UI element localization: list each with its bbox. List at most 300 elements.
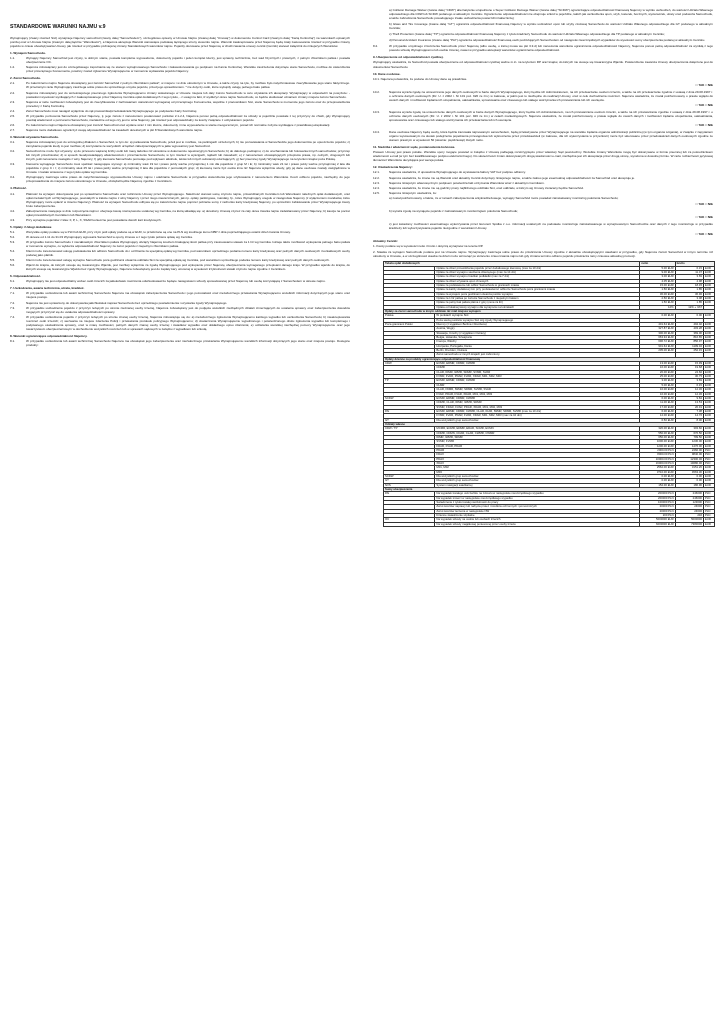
fee-currency: EUR: [704, 292, 715, 296]
fee-currency: EUR: [704, 275, 715, 279]
clause-text: Samochód nie może być używany: a) do przewozu większej liczby osób lub masy ładunku niż określone w dokumencie rejestracyjnym Samochodu; b) do dalszego podnajmu; c) do uruchamiania lub holowania innych samochodów, przyczep lub innych przedmiotów; d) w sposób nieodpowiadający właściwościom i przeznaczeniu Samochodu, w tym również w wyścigach, rajdach lub zawodach; e) z naruszeniem obowiązujących przepisów prawa, np. celnych, drogowych lub innych, jeśli naruszenie nastąpiło z winy Najemcy; f) gdy kierowca Samochodu pozostaje pod wpływem alkoholu, leków lub innych substancji odurzających; g) bez pisemnej zgody Wynajmującego na terytorium krajów poza Polską.: [26, 149, 350, 162]
fee-currency: EUR: [704, 370, 715, 374]
clause-number: 4.2.: [10, 208, 16, 213]
fee-net: 5.00 EUR: [640, 383, 675, 387]
fee-gross: 3151.26: [675, 466, 703, 470]
clause-number: 6.1.: [10, 279, 16, 284]
fee-group-label: Udziały własne: [384, 422, 715, 426]
clause: [373, 191, 713, 195]
clause: [10, 263, 350, 271]
fee-net: 200000 PLN: [640, 496, 675, 500]
section-heading: 8. Warunki ograniczające odpowiedzialność Najemcy.: [10, 333, 88, 338]
fee-label: Opłata za podstawienie lub odbiór Samochodu w granicach miasta: [435, 283, 640, 287]
fee-category: PAI: [384, 492, 435, 496]
fee-label: W punktach wynajmu Sixt: [435, 314, 640, 318]
fee-category: CDW: [384, 362, 435, 366]
fee-gross: 403.28: [675, 327, 703, 331]
fee-currency: EUR: [704, 392, 715, 396]
fee-gross: 252.15: [675, 349, 703, 353]
clause-text: Wjazd do krajów, do których stosuje się Gwarancyjne Wjazdu, jest możliwy wyłącznie za zgodą Wynajmującego pod wykupieniu przez Najemcę ubezpieczenia wymaganego przepisami danego kraju. W przypadku wjazdu do krajów, do których stosuje się Gwarancyjne Wjazdu bez zgody Wynajmującego, Najemca zobowiązany jest do zapłaty kary umownej w wysokości trzykrotności stawki czynszu najmu zgodnie z Cennikiem.: [26, 263, 350, 272]
fee-currency: EUR: [704, 344, 715, 348]
clause-text: Dane osobowe Najemcy będą osoby, która będzie kierowała najmowanym samochodem, będą przekazywane przez Wynajmującego na wszelkie żądania organów administracji publicznej (w tym organów ścigania), w związku z zapytaniem organu wystosowanym na skutek podejrzenia popełnienia przestępstwa lub wykroczenia przez przedstawicieli (w zakresie, dla ich wykorzystania w przyszłości) może być skierowane przez przedstawicieli danych osobowych zgodnie ze stanem prawnym w wysokości 50 (słownie: pięćdziesiąt) złotych netto.: [389, 130, 713, 143]
product-description: b) Glass and Tire Coverage (zwane dalej "GT") ogranicza odpowiedzialność finansową Najemcy w wyniku uszkodzeń opon lub szyby czołowej Samochodu do wartości Udziału Własnego odpowiedniego dla GT podanego w aktualnym Cenniku;: [389, 22, 713, 31]
clause-number: 12.3.: [373, 180, 380, 185]
section-8-products: [373, 8, 713, 42]
clause: [10, 175, 350, 183]
fee-label: MCMR, ECMR, EDMR, EDAR, SCMR, ECMN: [435, 427, 640, 431]
fee-currency: EUR: [704, 414, 715, 418]
fee-net: 100000 PLN: [640, 501, 675, 505]
fee-category: GT: [384, 479, 435, 483]
fee-currency: EUR: [704, 522, 715, 526]
right-sections: [373, 55, 713, 80]
fee-currency: EUR: [704, 270, 715, 274]
fee-net: 327.87 EUR: [640, 327, 675, 331]
fee-net: 1000.00 EUR: [640, 440, 675, 444]
clause-text: W przypadku uszkodzenia pojazdu z przyczyn leżących po stronie nieznanej osoby trzeciej, Najemca zobowiązany jest do podjęcia wszelkich niezbędnych działań zmierzających do ustalenia sprawcy oraz zabezpieczenia dowodów mogących przyczynić się do ustalenia odpowiedzialności sprawcy.: [26, 305, 350, 314]
fee-gross: 24600: [675, 505, 703, 509]
fee-currency: EUR: [704, 366, 715, 370]
fee-label: ECMR, EDMR, CDMR, CWMR: [435, 379, 640, 383]
intro-paragraph: Wynajmujący (zwany również Sixt) wynajmuje Najemcy samochód (zwany dalej "Samochodem"), szczegółowo opisany w Umowie Najmu (zwanej dalej "Umową") w dokumencie Control Card (zwanym dalej "Kartą Kontrolną") na warunkach opisanych poniżej oraz w Umowie Najmu (zwanym dalej łącznie "Warunkami"), a Najemca akceptuje Warunki stanowiące podstawę łączącego strony stosunku najmu. Warunki zaakceptowane przez Najemcę będą miały zastosowanie również w przypadku zmiany pojazdu w czasie obowiązywania Umowy, jak również w przypadku późniejszej zmiany Standardowych warunków najmu. Pojazdy oferowane przez Najemcę w chwili zawarcia umowy cennik (Cennik) stanowi załącznik do niniejszych Warunków.: [10, 36, 350, 49]
fee-gross: 494.02: [675, 323, 703, 327]
fee-net: 2.50 EUR: [640, 296, 675, 300]
subclause-text: c) jest świadomy możliwości ewentualnego wykorzystania przez Eurorent Spółka z o.o. informacji ustalonych na podstawie monitoringu zainstalowanego w wynajmowanym Samochodzie oraz danych z tego monitoringu w przypadku kradzieży lub wykorzystywania pojazdu niezgodnie z warunkami Umowy.: [389, 221, 713, 230]
clause-number: 7.3.: [10, 305, 16, 310]
fee-label: Dla wszystkich grup samochodów: [435, 479, 640, 483]
fees-header-label: Tabela opłat dodatkowych: [384, 262, 640, 266]
fee-label: ECMR, EDMR, CDMR, CWMR: [435, 396, 640, 400]
fee-currency: PLN: [704, 492, 715, 496]
fee-net: 663.94 EUR: [640, 336, 675, 340]
section-heading: 3. Warunki używania Samochodu.: [10, 134, 59, 139]
clause-text: Klient może zarezerwować usługę wynajmu Samochodu poza godzinami otwarcia oddziału Sixt za specjalną opłatą wg Cennika, pod warunkiem uprzedniego podania numeru karty kredytowej oraz pełnych danych osobowych.: [26, 258, 330, 263]
fee-gross: 1476.00: [675, 444, 703, 448]
clause-number: 7.2.: [10, 300, 16, 305]
fee-label: Austria, Węgry: [435, 327, 640, 331]
fee-gross: 7.38: [675, 409, 703, 413]
clause: [10, 56, 350, 64]
fee-gross: 1230.00: [675, 440, 703, 444]
fee-gross: 24.60: [675, 370, 703, 374]
product-description: d) Personal Accident Insurance (zwane dalej "PAI") ogranicza odpowiedzialność finansową osób podróżujących Samochodem od następstw nieszczęśliwych wypadków do wysokości sumy ubezpieczenia podanej w aktualnym Cenniku.: [389, 38, 706, 43]
fee-label: System nawigacji satelitarnej: [435, 483, 640, 487]
fee-net: 200 PLN: [640, 514, 675, 518]
clause: [10, 149, 350, 161]
clause-number: 2.4.: [10, 108, 16, 113]
fee-currency: PLN: [704, 496, 715, 500]
price-list-note-1: 1. Kwoty podane są w wysokości netto i brutto i dotyczą wynajmów na terenie RP.: [373, 244, 484, 249]
fee-net: 152.00 EUR: [640, 483, 675, 487]
fee-net: 0.00 EUR: [640, 479, 675, 483]
fee-category: Polska: [384, 314, 435, 318]
fee-gross: 393.60: [675, 427, 703, 431]
fee-net: 11.00 EUR: [640, 401, 675, 405]
fee-gross: 19.68: [675, 366, 703, 370]
fee-currency: PLN: [704, 448, 715, 452]
clause-number: 2.1.: [10, 81, 16, 86]
fee-net: 401.64 EUR: [640, 323, 675, 327]
section-10-clauses: [373, 90, 713, 143]
product-description: a) Collision Damage Waiver (zwane dalej "CDW") alternatywnie uzupełnione o Super Collision Damage Waiver (zwane dalej "SCDW") ograniczające odpowiedzialność finansową Najemcy w wyniku uszkodzeń, do wartości Udziału Własnego odpowiedniego dla CDW lub SCDW podanego w aktualnym Cenniku. Ograniczenie odpowiedzialności nie obejmuje szkód w pojeździe, takich jak uszkodzenia opon, szyb, lusterek, bocznych, wycieraczek, utraty oraz podwozia Samochodu, a także zabrudzenia Samochodu powodującego trwałe uszkodzenia powierzchni lakierniczej;: [389, 8, 713, 21]
clause: [10, 240, 350, 248]
fee-currency: EUR: [704, 375, 715, 379]
fee-net: 1.50 EUR: [640, 301, 675, 305]
fee-currency: EUR: [704, 349, 715, 353]
fee-gross: 2460.00: [675, 448, 703, 452]
fee-label: PDAX: [435, 457, 640, 461]
fee-net: 12%: [640, 305, 675, 309]
fee-net: 200000 PLN: [640, 492, 675, 496]
fee-gross: 15.99: [675, 362, 703, 366]
clause-number: 3.1.: [10, 139, 16, 144]
fee-label: Na wypadek śmierci w następstwie nieszczęśliwego wypadku: [435, 496, 640, 500]
clause-number: 2.2.: [10, 90, 16, 95]
fee-gross: 19680.00: [675, 462, 703, 466]
fee-label: Dla wszystkich grup samochodów: [435, 475, 640, 479]
subclause-text: a) został poinformowany o fakcie, że w ramach zabezpieczenia antykradzieżowego, wynajęty Samochód może posiadać zainstalowany monitoring położenia Samochodu;: [389, 195, 619, 200]
fee-label: Poza siecią punktów wynajmu Sixt w/g zgody Wynajmującego: [435, 318, 640, 322]
fee-net: 5000000 EUR: [640, 518, 675, 522]
clause: [10, 100, 350, 108]
fee-gross: 6.15: [675, 266, 703, 270]
fee-net: 8000.00 PLN: [640, 453, 675, 457]
fee-currency: EUR: [704, 327, 715, 331]
fee-category: [384, 522, 435, 526]
fee-label: XDAX: [435, 462, 640, 466]
fee-label: CDMR: [435, 366, 640, 370]
fee-label: Zwrot kosztów naprawy lub nabycia protez i środków ochronnych i pomocniczych: [435, 505, 640, 509]
fee-net: 3710.00 EUR: [640, 470, 675, 474]
clause-text: W przypadku porzucenia Samochodu przez Najemcę, tj. jego zwrotu z naruszeniem postanowień punktów 2.1-2.4, Najemca ponosi pełną odpowiedzialność za szkody w pojeździe powstałe z tej przyczyny do chwili, gdy Wynajmujący powziął wiadomość o porzuceniu Samochodu, niezależnie od tego czy jest to wina Najemcy, jak również jest odpowiedzialny za koszty związane z odzyskaniem pojazdu.: [26, 113, 350, 122]
clause-text: Wynajęty Najemcy Samochód jest czysty, w dobrym stanie, posiada kompletne wyposażenie, dokumenty pojazdu i jeden komplet kluczy, jest sprawny technicznie, bez wad fizycznych i prawnych, z pełnym zbiornikiem paliwa i posiada ubezpieczenie OC.: [26, 56, 350, 65]
fee-currency: EUR: [704, 444, 715, 448]
fee-label: CLMR: [435, 383, 640, 387]
fees-header-net: netto: [640, 262, 675, 266]
fee-currency: EUR: [704, 283, 715, 287]
fee-net: 1200.00 EUR: [640, 444, 675, 448]
section-text: Wynajmujący oświadcza, że Samochód posiada ubezpieczenie od odpowiedzialności cywilnej ważne m.in. na terytorium RP oraz krajów, do których nie stosuje się Gwarancyjna Wjazdu. Potwierdzenie zawarcia Umowy ubezpieczenia dołączone jest do dokumentów Samochodu.: [373, 60, 713, 69]
clause-number: 2.5.: [10, 113, 16, 118]
fee-category: OC: [384, 518, 435, 522]
clause-number: 10.2.: [373, 89, 380, 94]
fee-net: 16.00 EUR: [640, 366, 675, 370]
fee-row: [384, 522, 715, 526]
fee-currency: PLN: [704, 453, 715, 457]
section-heading: 6. Odpowiedzialność.: [10, 274, 41, 279]
fee-currency: EUR: [704, 301, 715, 305]
fees-header-gross: brutto: [675, 262, 714, 266]
fees-table-body: [384, 266, 715, 527]
fee-category: NVS: [384, 483, 435, 487]
clause-text: Najemca niniejszym własnoręcznym podpisem potwierdza fakt otrzymania Warunków wraz z aktualnym Cennikiem.: [389, 180, 545, 185]
fee-label: Słowacja, Czechy (z wyjątkiem Ostravy): [435, 331, 640, 335]
fee-gross: 11.07: [675, 270, 703, 274]
fee-gross: 8.00: [675, 418, 703, 422]
section-heading: 10. Dane osobowe.: [373, 71, 401, 76]
fee-net: 1.50 EUR: [640, 288, 675, 292]
fee-net: 205.00 EUR: [640, 349, 675, 353]
fee-currency: EUR: [704, 396, 715, 400]
fee-net: 650.00 EUR: [640, 435, 675, 439]
fee-net: 300.00 EUR: [640, 331, 675, 335]
fee-label: CLAR, IDMR, IWMR, SDMR, SVMR, SVAR: [435, 370, 640, 374]
fee-category: SCDW: [384, 396, 435, 400]
fee-gross: 816.65: [675, 336, 703, 340]
fee-gross: 856.97: [675, 340, 703, 344]
fee-currency: EUR: [704, 440, 715, 444]
fee-currency: PLN: [704, 509, 715, 513]
fee-gross: 676.50: [675, 431, 703, 435]
clause-number: 2.3.: [10, 99, 16, 104]
fee-currency: EUR: [704, 340, 715, 344]
clause-text: Najemca zobowiązany jest do szczególnej dbałości o Samochód, w tym do: a) parkowania Samochodu, jeżeli jest to możliwe, na parkingach strzeżonych; b) nie pozostawiania w Samochodzie jego dokumentów po opuszczeniu pojazdu; c) zamykania pojazdu kiedy to jest możliwe; d) korzystania ze wszystkich urządzeń zabezpieczających w jakie wyposażony jest Samochód.: [26, 139, 350, 149]
clause: [10, 301, 350, 305]
fee-net: 696.72 EUR: [640, 340, 675, 344]
clause: [10, 109, 350, 113]
consent-checkbox[interactable]: □ TAK □ NIE: [695, 102, 713, 107]
fee-gross: 3.69: [675, 275, 703, 279]
fee-label: Na wypadek trwałego uszczerbku na zdrowiu w następstwie nieszczęśliwego wypadku: [435, 492, 640, 496]
fee-net: 16000.00 PLN: [640, 462, 675, 466]
fee-label: CDMR, CLAR, IDMR, IWMR, SDMR: [435, 401, 640, 405]
fee-gross: 246: [675, 514, 703, 518]
fee-label: Opłata za pełny bak paliwa płatna z góry (cena za litr): [435, 301, 640, 305]
clause-text: W okresie od 1.11 do 31.03 Wynajmujący wyposaża Samochód w opony zimowe a z tego tytułu pobiera opłatę wg Cennika.: [26, 234, 193, 239]
fee-label: Belgia, Holandia, Szwajcaria: [435, 336, 640, 340]
fee-currency: EUR: [704, 483, 715, 487]
fee-label: Zwrot kosztów leczenia w następstwie NW: [435, 509, 640, 513]
fee-currency: PLN: [704, 514, 715, 518]
fee-gross: 7380000: [675, 522, 703, 526]
document-title: STANDARDOWE WARUNKI NAJMU v.9: [10, 24, 106, 30]
fee-gross: 12300.00: [675, 457, 703, 461]
fee-gross: 186.96: [675, 483, 703, 487]
fee-currency: EUR: [704, 331, 715, 335]
fee-currency: EUR: [704, 479, 715, 483]
fee-net: 3.00 EUR: [640, 379, 675, 383]
clause-number: 5.5.: [10, 258, 16, 263]
clause-text: Kierowca wynajętego Samochodu musi spełniać następujące wymogi: a) minimalny wiek 19 lat i prawo jazdy ważne przynajmniej 1 rok dla pojazdów z grup M i E; b) minimalny wiek 21 lat i prawo jazdy ważne przynajmniej 2 lata dla pojazdów z grup C i I; c) minimalny wiek 25 lat i prawo jazdy ważne przynajmniej 3 lata dla pojazdów z pozostałych grup; d) kierowcą może być osoba inna niż Najemca wyłącznie wtedy, gdy jej dane osobowe zostały uwzględnione w Umowie i zostało wniesione z tego tytułu opłata wg Cennika.: [26, 162, 350, 175]
clause-text: Najemca oświadcza, że znane mu są godziny pracy najbliższego oddziału Sixt, oraz oddziału, w którym wg Umowy zwracany będzie Samochód.: [389, 185, 584, 190]
clause-number: 12.2.: [373, 175, 380, 180]
fee-label: Opłata za wynajem poza godzinami otwarcia punktu wynajmu: [435, 292, 640, 296]
fee-net: 550.00 EUR: [640, 431, 675, 435]
clause: [10, 140, 350, 148]
fee-net: 2000.00 PLN: [640, 448, 675, 452]
fee-label: Dla wszystkich grup samochodów: [435, 418, 640, 422]
fee-net: 901.64 EUR: [640, 344, 675, 348]
fee-currency: EUR: [704, 296, 715, 300]
clause: [10, 306, 350, 314]
clause-number: 3.2.: [10, 149, 16, 154]
fee-category: CDW / TP: [384, 427, 435, 431]
fee-currency: EUR: [704, 266, 715, 270]
fee-net: 30.00 EUR: [640, 292, 675, 296]
clause: [373, 176, 713, 180]
fee-currency: EUR: [704, 470, 715, 474]
fee-net: 10.00 EUR: [640, 388, 675, 392]
clause: [373, 90, 713, 102]
clause-number: 5.6.: [10, 263, 16, 268]
fee-gross: 12% + VAT: [675, 305, 703, 309]
section-12-subclauses: [373, 196, 713, 236]
clause-8-2: 8.2. W przypadku umyślnego zniszczenia Samochodu przez Najemcę (albo osobę, o której mowa we pkt 3.3.d) lub naruszenia warunków ograniczenia odpowiedzialności Najemcy, Najemca ponosi pełną odpowiedzialność za wynikłą z tego powodu szkodę Wynajmującemu lub osobie trzeciej, nawet w przypadku akceptacji warunków ograniczenia odpowiedzialności.: [373, 44, 713, 53]
fee-net: 25.00 EUR: [640, 375, 675, 379]
fee-net: 6000000 EUR: [640, 522, 675, 526]
clause-text: W przypadku zwrotu Samochodu z niecałkowitym zbiornikiem paliwa Wynajmujący obciąży Najemcę kosztem brakującej ilości paliwa przy zastosowaniu stawek za 1 litr wg Cennika. Istnieje także możliwość wykupienia pełnego baku paliwa w momencie wynajmu, co wyklucza odpowiedzialność Najemcy za zwrot pojazdu z niepełnym zbiornikiem paliwa.: [26, 239, 350, 249]
fee-currency: EUR: [704, 288, 715, 292]
left-sections: [10, 51, 350, 347]
fee-net: 20000 PLN: [640, 509, 675, 513]
fee-gross: 123000: [675, 501, 703, 505]
section-heading: 9. Ubezpieczenie od odpowiedzialności cywilnej.: [373, 55, 444, 60]
fee-currency: EUR: [704, 466, 715, 470]
fee-net: 15.00 EUR: [640, 283, 675, 287]
section-heading: 1. Wynajem Samochodu.: [10, 51, 46, 56]
fee-group-label: Opłaty za zwrot samochodu w innym oddziale niż miał miejsce wynajem: [384, 309, 715, 313]
clause: [10, 192, 350, 208]
clause-number: 4.3.: [10, 217, 16, 222]
fee-category: PAI: [384, 409, 435, 413]
fee-label: Zwrot samochodu w innych krajach jest zabroniony: [435, 353, 640, 357]
fee-currency: EUR: [704, 279, 715, 283]
fee-net: 0.00 EUR: [640, 314, 675, 318]
clause-number: 12.4.: [373, 185, 380, 190]
fee-currency: EUR: [704, 314, 715, 318]
fee-category: SCDW: [384, 475, 435, 479]
section-text: 10.1. Najemca potwierdza, że podane do Umowy dane są prawdziwe.: [373, 76, 468, 81]
fee-label: Na wypadek szkody na osobie lub osobach trzecich: [435, 518, 640, 522]
clause-number: 1.1.: [10, 56, 16, 61]
consent-checkbox[interactable]: □ TAK □ NIE: [695, 231, 713, 236]
fee-gross: 799.50: [675, 435, 703, 439]
fee-currency: EUR: [704, 431, 715, 435]
fee-label: Opłata za dzień wynajmu fotelika/ podkładki (max za 7 dni): [435, 275, 640, 279]
fee-gross: 246000: [675, 492, 703, 496]
fee-label: FVMR, FVAR, PDAR, FVAR, XDAR, M01, M02, M03: [435, 375, 640, 379]
fee-label: Berlin, Drezden, Ostrava: [435, 349, 640, 353]
section-12-heading: 12. Oświadczenia Najemcy:: [373, 165, 413, 170]
fee-currency: EUR: [704, 427, 715, 431]
clause: [10, 209, 350, 217]
section-12-clauses: [373, 170, 713, 194]
fee-label: SVMR, FDAR, FVAR, PDAR, XDAR, M01, M02, M03: [435, 405, 640, 409]
fee-label: FVAR, PDAR, FVAR, XDAR, M01, M02, M03: [435, 392, 640, 396]
clause-text: Najemca nie jest uprawniony do dokonywania jakichkolwiek napraw Samochodu bez uprzedniego powiadomienia i uzyskania zgody Wynajmującego.: [26, 300, 228, 305]
clause: [10, 249, 350, 257]
clause-number: 7.1.: [10, 291, 16, 296]
clause-number: 3.4.: [10, 175, 16, 180]
consent-checkbox[interactable]: □ TAK □ NIE: [695, 123, 713, 128]
fee-currency: EUR: [704, 401, 715, 405]
fee-net: 9.00 EUR: [640, 270, 675, 274]
left-column: [10, 36, 350, 348]
fee-net: 20.00 EUR: [640, 370, 675, 374]
clause: [10, 315, 350, 331]
fee-label: Na wypadek szkody majątkowej poniesionej przez osoby trzecie: [435, 522, 640, 526]
fee-gross: 0.00: [675, 479, 703, 483]
fee-label: Opłata za dzień używania opon zimowych: [435, 279, 640, 283]
fee-net: 3.00 EUR: [640, 275, 675, 279]
fee-label: M03: [435, 470, 640, 474]
clause: [10, 339, 350, 347]
fee-label: M01, M02: [435, 466, 640, 470]
clause-text: Płatność za wynajem dokonywana jest po sprawdzeniu Samochodu oraz rozliczeniu Umowy przez Wynajmującego. Należność stanowi sumę czynszu najmu, przewidzianych Cennikiem lub Warunkami należnych opłat dodatkowych, oraz opłat niezależnych od Wynajmującego, powstałych w trakcie najmu z winy Najemcy i przez niego nieuiszczonych, jak np. opłaty parkingowe, mandaty, fp., które Wynajmujący uregulu w zastępstwie Najemcy (z wyłączeniem mandatów, które Wynajmujący może opłacić w imieniu Najemcy). Płatność za wynajem Samochodu odbywa się po zakończeniu najmu poprzez pobranie sumy z rachunku karty kredytowej Najemcy, po uprzednim zablokowaniu przez Wynajmującego kwoty bruto zabezpieczenia.: [26, 191, 350, 208]
fee-label: FVMR, FVAR, PDAR, FVAR, XDAR, M01, M02, M03 (max za 10 dni): [435, 414, 640, 418]
fee-currency: PLN: [704, 501, 715, 505]
section-heading: 4. Płatność.: [10, 186, 27, 191]
section-heading: 5. Opłaty i Usługi dodatkowe: [10, 224, 52, 229]
clause: [373, 110, 713, 122]
clause-number: 5.1.: [10, 229, 16, 234]
clause-number: 2.6.: [10, 122, 16, 127]
fee-gross: 0.00: [675, 475, 703, 479]
fee-currency: EUR: [704, 405, 715, 409]
fee-currency: PLN: [704, 457, 715, 461]
fee-currency: PLN: [704, 462, 715, 466]
fee-net: 6.00 EUR: [640, 396, 675, 400]
consent-checkbox[interactable]: □ TAK □ NIE: [695, 201, 713, 206]
clause-text: Wynajmujący zastrzega sobie prawo do natychmiastowego wypowiedzenia Umowy najmu i odebrania Samochodu w przypadku stwierdzenia jego użytkowania z naruszeniem Warunków. Koszt odbioru pojazdu, niezbędny do jego przeprowadzenia do miejsca zwrotu określonego w Umowie, obciążał będzie Najemcę zgodnie z Cennikiem.: [26, 175, 350, 184]
fee-net: 20000 PLN: [640, 505, 675, 509]
fee-label: Opłata za dzień przewidziania pojazdu przez dodatkowego kierowcę (max za 10 dni): [435, 266, 640, 270]
fee-gross: 12.30: [675, 388, 703, 392]
fee-gross: 6.15: [675, 383, 703, 387]
clause-text: Najemca może dodatkowo ograniczyć swoją odpowiedzialność na zasadach określonych w pkt 8 Standardowych warunków najmu.: [26, 127, 203, 132]
clause-text: Najemca wyraża zgodę na umieszczenie danych osobowych w bazie danych Wynajmującego, który będzie ich Administratorem, na ich przetwarzanie osobom trzecim, a także na ich przetwarzanie zgodnie z ustawą z dnia 29.08.1997 r. o ochronie danych osobowych (Dz. U. z 2002 r. Nr 101 poz. 926 ze zm.) w celach marketingowych. Najemca oświadcza, że został poinformowany o prawie wglądu do swoich danych i możliwości żądania uzupełnienia, uaktualniania, sprostowania oraz czasowego lub stałego wstrzymania ich przetwarzania lub ich usunięcia.: [389, 109, 713, 122]
consent-checkbox-10-1[interactable]: □ TAK □ NIE: [695, 82, 713, 87]
fee-net: 17.00 EUR: [640, 405, 675, 409]
fee-label: FDAR, FVAR, PDAR: [435, 444, 640, 448]
fee-label: CDMR, CDMN, CDAR, CLAR, CWMR, CWMR: [435, 431, 640, 435]
fee-gross: 1.85: [675, 301, 703, 305]
clause: [373, 130, 713, 142]
section-11-text: Prawem Umowy jest prawo polskie. Wszelkie spory mogące powstać w związku z Umową podlegają rozstrzygnięciu przez właściwy Sąd powszechny. Wszelkie zmiany Warunków mogą być dokonywane w formie pisemnej lub za pośrednictwem wiadomości e-mail (w tym bez kwalifikowanego podpisu elektronicznego). Do skuteczności zmian dokonywanych drogą wiadomości e-mail, niezbędna jest ich akceptacja przez drugą stronę, wyrażona w dowolnej formie. W razie rozbieżności językowej tłumaczeń Warunków decydująca jest wersja polska.: [373, 150, 713, 163]
clause: [10, 81, 350, 89]
fee-gross: 369.00: [675, 331, 703, 335]
clause: [10, 279, 350, 283]
clause-text: W przypadku uszkodzenia lub awarii technicznej Samochodu Najemca ma obowiązek jego zabezpieczenia oraz niezwłocznego przekazania Wynajmującemu wszelkich informacji dotyczących jego stanu oraz miejsca postoju. Dostępne produkty:: [26, 338, 350, 347]
fee-currency: EUR: [704, 518, 715, 522]
clause: [373, 186, 713, 190]
clause-text: Najemca wyraża zgodę na umieszczenie jego danych osobowych w bazie danych Wynajmującego, który będzie ich Administratorem, na ich przetwarzanie osobom trzecim, a także na ich przetwarzanie zgodnie z ustawą z dnia 29.08.1997 r. o ochronie danych osobowych (Dz. U. z 2002 r. Nr 101 poz. 926 ze zm.) w zakresie, w jakim jest to niezbędne do realizacji Umowy, oraz w celu dochodzenia roszczeń. Najemca oświadcza, że został poinformowany o prawie wglądu do swoich danych i możliwości żądania ich uzupełnienia, uaktualniania, sprostowania oraz czasowego lub stałego wstrzymania ich przetwarzania lub ich usunięcia.: [389, 89, 713, 102]
fee-gross: 4.98: [675, 279, 703, 283]
clause-number: 12.1.: [373, 170, 380, 175]
fee-label: Opłata za każdy dodatkowy km przy podstawieniu/ odbiorze Samochodu poza granicami miasta: [435, 288, 640, 292]
fee-gross: 5000000: [675, 518, 703, 522]
consent-checkbox[interactable]: □ TAK □ NIE: [695, 214, 713, 219]
fee-gross: 1.85: [675, 288, 703, 292]
section-heading: 7. Uszkodzenia, awaria techniczna, utrata, kradzież.: [10, 286, 85, 291]
clause: [10, 291, 350, 299]
fee-label: ECMR, EDMR, CDMR, CWMR: [435, 362, 640, 366]
price-list-heading: Aktualny Cennik:: [373, 239, 398, 244]
clause: [10, 114, 350, 122]
fee-category: Poza granicami Polski: [384, 323, 435, 327]
clause: [10, 162, 350, 174]
fee-net: 0.00 EUR: [640, 475, 675, 479]
clause-number: 5.2.: [10, 234, 16, 239]
fee-currency: EUR: [704, 383, 715, 387]
fees-table: [383, 261, 715, 527]
fee-gross: 13.53: [675, 401, 703, 405]
fee-currency: EUR: [704, 323, 715, 327]
clause-number: 7.4.: [10, 314, 16, 319]
fee-net: 5.00 EUR: [640, 266, 675, 270]
fee-gross: 1109.02: [675, 344, 703, 348]
clause-number: 5.4.: [10, 249, 16, 254]
